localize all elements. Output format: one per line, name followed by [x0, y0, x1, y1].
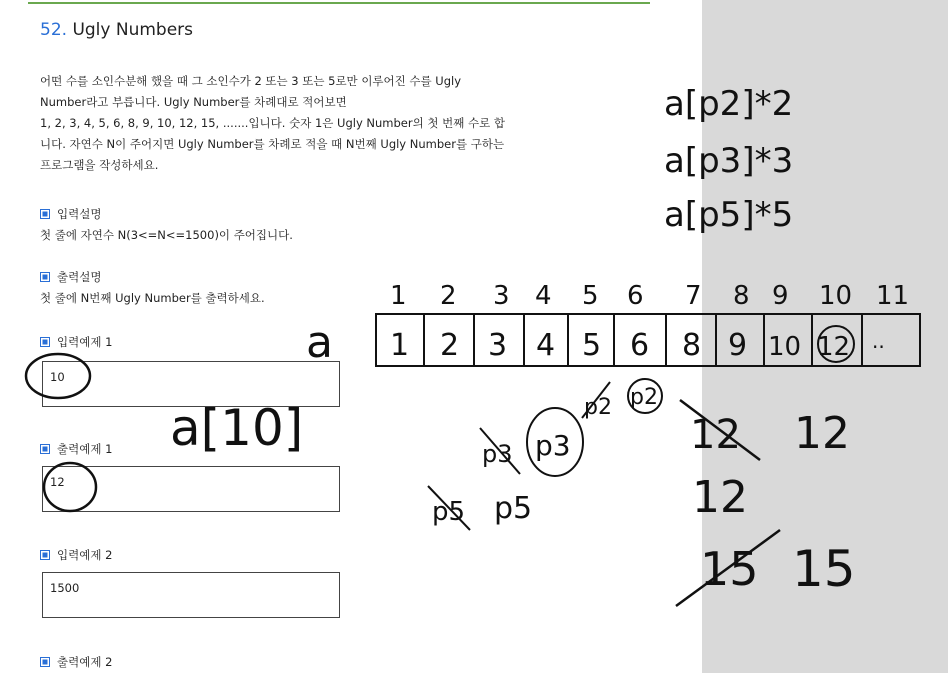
array-cell: 9	[728, 328, 748, 363]
pointer-p3-old: p3	[482, 440, 513, 468]
index-label: 7	[685, 281, 702, 311]
problem-number: 52.	[40, 20, 68, 40]
array-cell: 5	[582, 328, 602, 363]
array-cell: 1	[390, 328, 410, 363]
candidate-crossed: 12	[690, 412, 741, 458]
formula-p2: a[p2]*2	[664, 84, 794, 124]
array-label: a	[306, 317, 333, 368]
description-line-2: Number라고 부릅니다. Ugly Number를 차례대로 적어보면	[40, 95, 347, 109]
candidate-value: 12	[692, 472, 748, 523]
candidate-crossed: 15	[700, 542, 759, 596]
array-cell: ..	[872, 329, 885, 353]
index-label: 10	[819, 281, 853, 311]
description-line-1: 어떤 수를 소인수분해 했을 때 그 소인수가 2 또는 3 또는 5로만 이루어진 수를 Ugly	[40, 74, 462, 88]
input-desc-text: 첫 줄에 자연수 N(3<=N<=1500)이 주어집니다.	[40, 228, 293, 242]
index-label: 5	[582, 281, 599, 311]
output-example-2-heading: 출력예제 2	[40, 654, 112, 670]
index-label: 8	[733, 281, 750, 311]
array-cell: 3	[488, 328, 508, 363]
formula-p3: a[p3]*3	[664, 141, 794, 181]
array-cell: 12	[817, 332, 851, 362]
output-example-1-value: 12	[50, 475, 65, 489]
index-label: 11	[876, 281, 910, 311]
output-desc-text: 첫 줄에 N번째 Ugly Number를 출력하세요.	[40, 291, 265, 305]
description-line-5: 프로그램을 작성하세요.	[40, 158, 159, 172]
a10-label: a[10]	[170, 399, 304, 457]
input-example-1-value: 10	[50, 370, 65, 384]
array-cell: 8	[682, 328, 702, 363]
circle-mark	[26, 354, 90, 398]
array-cell: 10	[768, 332, 802, 362]
problem-name: Ugly Numbers	[72, 20, 194, 40]
index-label: 2	[440, 281, 457, 311]
formula-p5: a[p5]*5	[664, 195, 794, 235]
array-cell: 4	[536, 328, 556, 363]
pointer-p5-old: p5	[432, 497, 466, 527]
circle-mark	[44, 463, 96, 511]
index-label: 3	[493, 281, 510, 311]
index-label: 9	[772, 281, 789, 311]
pointer-p3: p3	[535, 429, 571, 462]
candidate-value: 15	[792, 540, 856, 598]
output-desc-heading: 출력설명	[40, 269, 101, 285]
description-line-3: 1, 2, 3, 4, 5, 6, 8, 9, 10, 12, 15, .......입니다. 숫자 1은 Ugly Number의 첫 번째 수로 합	[40, 116, 505, 130]
index-label: 6	[627, 281, 644, 311]
output-example-1-heading: 출력예제 1	[40, 441, 112, 457]
input-example-2-heading: 입력예제 2	[40, 547, 112, 563]
candidate-value: 12	[794, 408, 850, 459]
input-desc-heading: 입력설명	[40, 206, 101, 222]
index-label: 4	[535, 281, 552, 311]
array-cell: 2	[440, 328, 460, 363]
pointer-p2-old: p2	[584, 395, 612, 420]
index-label: 1	[390, 281, 407, 311]
description-line-4: 니다. 자연수 N이 주어지면 Ugly Number를 차례로 적을 때 N번째 Ugly Number를 구하는	[40, 137, 505, 151]
input-example-2-value: 1500	[50, 581, 80, 595]
pointer-p5: p5	[494, 491, 533, 526]
input-example-1-heading: 입력예제 1	[40, 334, 112, 350]
array-cell: 6	[630, 328, 650, 363]
pointer-p2: p2	[630, 385, 658, 410]
